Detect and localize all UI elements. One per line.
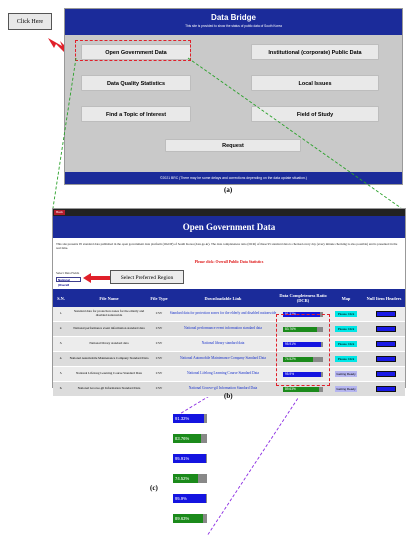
- purple-connector-bottom: [207, 386, 306, 536]
- highlight-dcr-column: [276, 314, 330, 386]
- map-button[interactable]: Getting Ready: [336, 371, 356, 376]
- null-headers-button[interactable]: [376, 341, 396, 347]
- dcr-value: 83.76%: [285, 327, 296, 331]
- dcr-value: 95.9%: [285, 372, 295, 376]
- null-headers-button[interactable]: [376, 311, 396, 317]
- map-button[interactable]: Please Click: [335, 341, 357, 347]
- preferred-region-callout: Select Preferred Region: [110, 270, 184, 284]
- table-header: [53, 289, 405, 307]
- row-download-link[interactable]: Standard data for protection zones for the elderly and disabled nationwide: [169, 311, 277, 316]
- find-topic-button[interactable]: Find a Topic of Interest: [81, 106, 191, 122]
- col-dcr: Data Completeness Ratio (DCR): [279, 293, 327, 303]
- table-row: [53, 337, 405, 352]
- back-button[interactable]: Back: [54, 210, 65, 215]
- row-file-type: CSV: [155, 341, 163, 346]
- caption-b: (b): [224, 392, 233, 400]
- zoom-dcr-bar: [173, 474, 207, 483]
- row-file-type: CSV: [155, 311, 163, 316]
- row-file-name: National performance event information standard data: [73, 326, 145, 331]
- null-headers-button[interactable]: [376, 371, 396, 377]
- row-sn: 5.: [59, 371, 63, 376]
- row-sn: 2.: [59, 326, 63, 331]
- zoom-dcr-label: 74.52%: [175, 476, 190, 481]
- red-left-arrow-icon: [83, 273, 111, 283]
- field-of-study-button[interactable]: Field of Study: [251, 106, 379, 122]
- zoom-dcr-label: 89.63%: [175, 516, 190, 521]
- row-sn: 1.: [59, 311, 63, 316]
- local-issues-button[interactable]: Local Issues: [251, 75, 379, 91]
- region-select[interactable]: National (Overa▾: [56, 277, 81, 282]
- table-row: [53, 307, 405, 322]
- null-headers-button[interactable]: [376, 326, 396, 332]
- open-government-data-page: [52, 208, 406, 391]
- row-file-type: CSV: [155, 371, 163, 376]
- row-file-type: CSV: [155, 386, 163, 391]
- row-sn: 3.: [59, 341, 63, 346]
- page-description: This site presents 95 standard data published in the open government data platform (OGDP) of South Korea (data.go.kr). The data completeness ratio (DCR) of these 95 standard data is checked every day (every minute checking is also possible) and is presented in the real time.: [56, 242, 398, 251]
- open-government-data-button[interactable]: Open Government Data: [81, 44, 191, 60]
- null-headers-button[interactable]: [376, 386, 396, 392]
- null-headers-button[interactable]: [376, 356, 396, 362]
- dcr-value: 74.52%: [285, 357, 296, 361]
- overall-statistics-link[interactable]: Please click: Overall Public Data Statistics: [194, 260, 264, 264]
- zoom-dcr-label: 95.91%: [175, 456, 190, 461]
- map-button[interactable]: Please Click: [335, 356, 357, 362]
- row-file-name: Standard data for protection zones for the elderly and disabled nationwide: [73, 309, 145, 317]
- map-button[interactable]: Please Click: [335, 311, 357, 317]
- click-here-callout: Click Here: [8, 13, 52, 30]
- zoom-dcr-label: 95.9%: [175, 496, 187, 501]
- green-connector-left: [53, 58, 76, 208]
- data-bridge-subtitle: This site is provided to show the status of public data of South Korea: [185, 24, 282, 28]
- row-download-link[interactable]: National Groove-gil Information Standard Data: [188, 386, 258, 391]
- dcr-progress-bar: [283, 387, 323, 392]
- green-connector-right: [188, 58, 401, 208]
- dcr-value: 95.91%: [285, 342, 296, 346]
- col-file-type: File Type: [150, 295, 168, 301]
- table-row: [53, 322, 405, 337]
- row-file-name: National Automobile Maintenance Company Standard Data: [69, 356, 149, 361]
- zoom-dcr-bar: [173, 494, 207, 503]
- row-download-link[interactable]: National Lifelong Learning Course Standard Data: [187, 371, 259, 376]
- map-button[interactable]: Please Click: [335, 326, 357, 332]
- zoom-dcr-label: 83.76%: [175, 436, 190, 441]
- data-bridge-title: Data Bridge: [211, 13, 256, 22]
- row-file-name: National Lifelong Learning Course Standard Data: [75, 371, 142, 376]
- data-quality-statistics-button[interactable]: Data Quality Statistics: [81, 75, 191, 91]
- col-null-headers: Null Item Headers: [366, 295, 402, 301]
- row-file-type: CSV: [155, 326, 163, 331]
- col-sn: S.N.: [57, 295, 65, 301]
- row-sn: 6.: [59, 386, 63, 391]
- zoom-dcr-bar: [173, 454, 207, 463]
- row-download-link[interactable]: National library standard data: [201, 341, 245, 346]
- zoom-dcr-label: 91.32%: [175, 416, 190, 421]
- col-download-link: Downloadable Link: [204, 295, 242, 301]
- browser-strip: [53, 209, 405, 216]
- dcr-value: 89.63%: [285, 387, 296, 391]
- table-row: [53, 352, 405, 367]
- col-file-name: File Name: [99, 295, 119, 301]
- col-map: Map: [341, 295, 351, 301]
- row-file-name: National library standard data: [89, 341, 129, 346]
- page-title: Open Government Data: [53, 216, 405, 238]
- select-fields-label: Select Data Fields: [56, 271, 80, 275]
- row-sn: 4.: [59, 356, 63, 361]
- request-button[interactable]: Request: [165, 139, 301, 152]
- institutional-public-data-button[interactable]: Institutional (corporate) Public Data: [251, 44, 379, 60]
- row-file-name: National Groove-gil Information Standard Data: [77, 386, 141, 391]
- zoom-dcr-bar: [173, 414, 207, 423]
- zoom-dcr-bar: [173, 434, 207, 443]
- table-row: [53, 367, 405, 382]
- map-button[interactable]: Getting Ready: [336, 386, 356, 391]
- caption-c: (c): [150, 484, 158, 492]
- caption-a: (a): [224, 186, 233, 194]
- row-file-type: CSV: [155, 356, 163, 361]
- data-bridge-footer: ©2021 BRC (There may be some delays and corrections depending on the data update situation.): [65, 172, 402, 184]
- zoom-dcr-bar: [173, 514, 207, 523]
- row-download-link[interactable]: National performance event information standard data: [184, 326, 262, 331]
- dcr-value: 91.32%: [285, 312, 296, 316]
- row-download-link[interactable]: National Automobile Maintenance Company Standard Data: [180, 356, 266, 361]
